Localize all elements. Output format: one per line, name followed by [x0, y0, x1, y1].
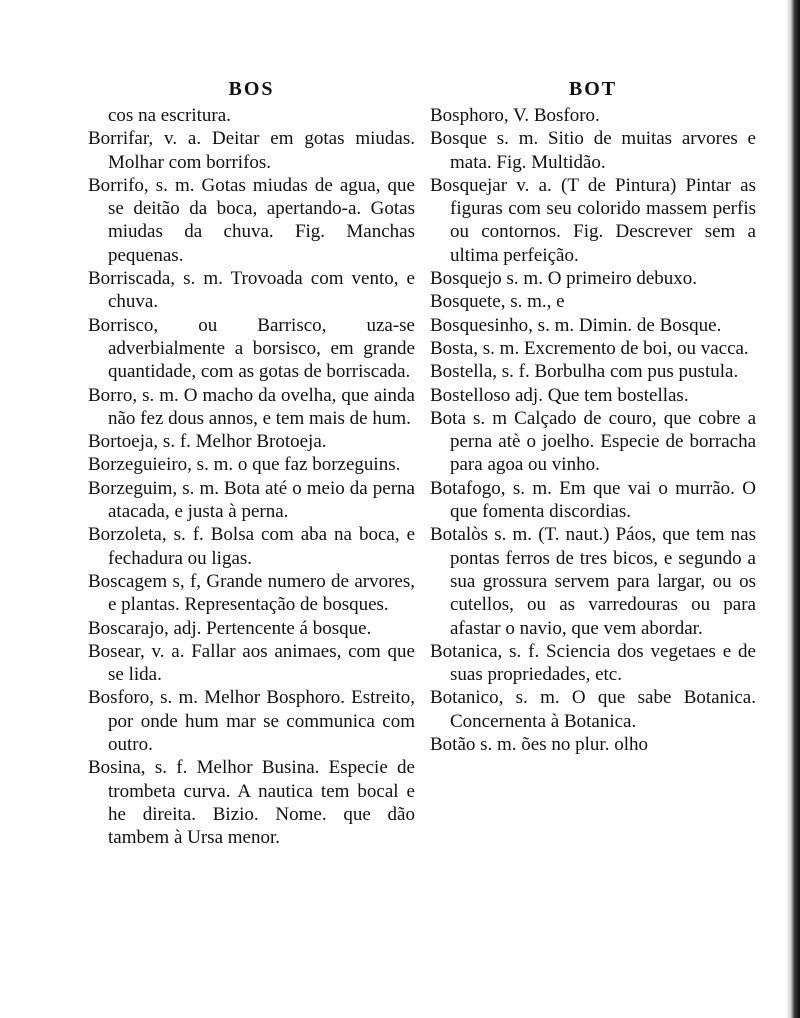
left-column-header: BOS — [228, 78, 275, 100]
dictionary-entry: Bortoeja, s. f. Melhor Brotoeja. — [88, 431, 327, 453]
dictionary-entry: Botanica, s. f. Sciencia dos vegetaes e de suas propriedades, etc. — [430, 640, 756, 686]
page-edge — [786, 0, 800, 1018]
dictionary-entry: Borro, s. m. O macho da ovelha, que ainda não fez dous annos, e tem mais de hum. — [88, 384, 415, 429]
dictionary-entry: Boscarajo, adj. Pertencente á bosque. — [88, 617, 372, 639]
dictionary-entry: Borzoleta, s. f. Bolsa com aba na boca, e fechadura ou ligas. — [88, 524, 415, 569]
dictionary-entry: Botanico, s. m. O que sabe Botanica. Concernenta à Botanica. — [430, 687, 756, 732]
dictionary-entry: Bostella, s. f. Borbulha com pus pustula. — [430, 361, 739, 383]
dictionary-entry: Botafogo, s. m. Em que vai o murrão. O que fomenta discordias. — [430, 477, 756, 523]
dictionary-entry: Bosina, s. f. Melhor Busina. Especie de trombeta curva. A nautica tem bocal e he direita. Bizio. Nome. que dão tambem à Ursa menor. — [88, 757, 415, 849]
dictionary-entry: Bosear, v. a. Fallar aos animaes, com que se lida. — [88, 640, 415, 686]
dictionary-entry: Bota s. m Calçado de couro, que cobre a perna atè o joelho. Especie de borracha para agoa ou vinho. — [430, 407, 756, 476]
dictionary-entry: Bosforo, s. m. Melhor Bosphoro. Estreito, por onde hum mar se communica com outro. — [88, 687, 415, 756]
dictionary-entry: Borriscada, s. m. Trovoada com vento, e chuva. — [88, 268, 415, 313]
dictionary-entry: Botão s. m. ões no plur. olho — [430, 734, 648, 756]
dictionary-entry: Bosquejar v. a. (T de Pintura) Pintar as figuras com seu colorido massem perfis ou contornos. Fig. Descrever sem a ultima perfeição. — [430, 174, 756, 266]
dictionary-entry: Bostelloso adj. Que tem bostellas. — [430, 384, 689, 406]
right-column — [430, 78, 756, 756]
dictionary-entry: Borrifar, v. a. Deitar em gotas miudas. Molhar com borrifos. — [88, 128, 415, 173]
dictionary-entry: Boscagem s, f, Grande numero de arvores, e plantas. Representação de bosques. — [88, 570, 415, 616]
dictionary-entry: Borrisco, ou Barrisco, uza-se adverbialmente a borsisco, em grande quantidade, com as gotas de borriscada. — [88, 314, 415, 383]
dictionary-entry: Bosquesinho, s. m. Dimin. de Bosque. — [430, 314, 722, 336]
dictionary-entry: Bosquete, s. m., e — [430, 291, 565, 313]
dictionary-entry: cos na escritura. — [108, 105, 231, 126]
dictionary-entry: Borrifo, s. m. Gotas miudas de agua, que se deitão da boca, apertando-a. Gotas miudas da chuva. Fig. Manchas pequenas. — [88, 174, 415, 266]
dictionary-entry: Botalòs s. m. (T. naut.) Páos, que tem nas pontas ferros de tres bicos, e segundo a sua grossura servem para largar, ou os cutellos, ou as varredouras ou para afastar o navio, que vem abordar. — [430, 524, 756, 639]
dictionary-entry: Bosta, s. m. Excremento de boi, ou vacca. — [430, 337, 749, 359]
left-column — [88, 78, 415, 850]
dictionary-entry: Borzeguieiro, s. m. o que faz borzeguins. — [88, 454, 401, 476]
right-column-header: BOT — [568, 78, 618, 100]
dictionary-entry: Bosquejo s. m. O primeiro debuxo. — [430, 268, 698, 290]
dictionary-entry: Borzeguim, s. m. Bota até o meio da perna atacada, e justa à perna. — [88, 477, 415, 523]
dictionary-entry: Bosphoro, V. Bosforo. — [430, 105, 600, 126]
dictionary-entry: Bosque s. m. Sitio de muitas arvores e mata. Fig. Multidão. — [430, 128, 756, 173]
